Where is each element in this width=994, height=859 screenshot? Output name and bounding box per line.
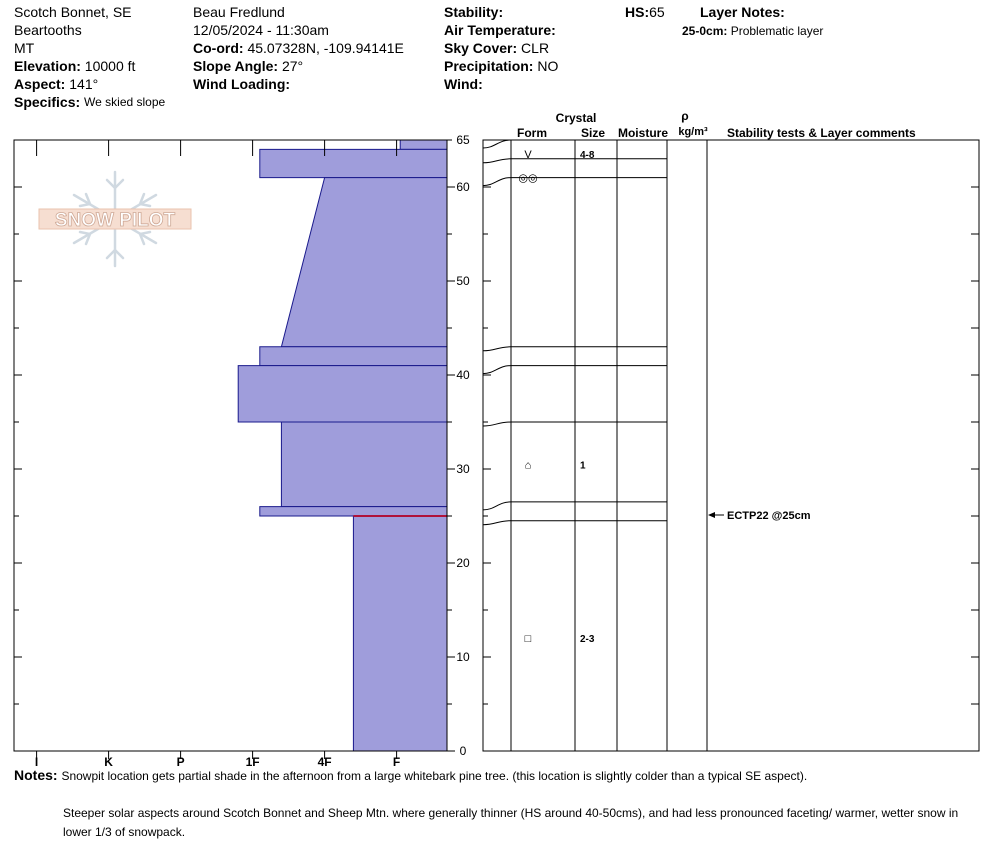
stability-tests (708, 510, 811, 522)
depth-label-0: 0 (459, 744, 467, 758)
elevation-value: 10000 ft (84, 58, 136, 74)
layer-size-3: 2-3 (580, 634, 595, 646)
precip-value: NO (537, 58, 559, 74)
hardness-label-1F: 1F (245, 755, 260, 769)
specifics-label: Specifics: (14, 94, 81, 110)
observation-datetime: 12/05/2024 - 11:30am (193, 22, 329, 38)
layer-notes-label: Layer Notes: (700, 4, 785, 20)
snowpilot-logo (39, 172, 191, 266)
logo-text: SNOW PILOT (54, 210, 176, 231)
depth-label-50: 50 (456, 274, 470, 288)
layer-connector-3 (483, 347, 511, 351)
layer-symbols (518, 149, 594, 645)
hardness-label-P: P (176, 755, 185, 769)
layer-table-frame (483, 140, 979, 751)
stability-label: Stability: (444, 4, 504, 20)
layer-size-0: 4-8 (580, 150, 595, 162)
layer-note-text: Problematic layer (730, 24, 824, 38)
observer-name: Beau Fredlund (193, 4, 285, 20)
layer-connector-2 (483, 178, 511, 186)
layer-form-0: V (524, 149, 532, 162)
depth-label-10: 10 (456, 650, 470, 664)
hardness-layer-1 (260, 149, 447, 177)
header-stability-tests: Stability tests & Layer comments (727, 126, 916, 140)
slope-value: 27° (281, 58, 304, 74)
layer-connector-4 (483, 366, 511, 374)
hardness-layer-4 (238, 366, 447, 422)
hs-label: HS: (625, 4, 650, 20)
test-label-0: ECTP22 @25cm (727, 510, 811, 522)
notes-line-3: lower 1/3 of snowpack. (63, 825, 186, 839)
hs-value: 65 (649, 4, 665, 20)
hardness-label-F: F (392, 755, 401, 769)
layer-form-1: ◎◎ (518, 172, 538, 185)
notes-line-2: Steeper solar aspects around Scotch Bonnet and Sheep Mtn. where generally thinner (HS around 40-50cms), and had less pronounced faceting/ warmer, wetter snow in (63, 806, 959, 820)
notes-row (14, 767, 807, 783)
test-arrow-head-0 (708, 512, 715, 518)
header-form: Form (517, 126, 547, 140)
header-rho: ρ (681, 109, 689, 123)
layer-note-depth: 25-0cm: (682, 24, 728, 38)
hardness-layer-5 (281, 422, 447, 507)
layer-connector-6 (483, 502, 511, 510)
precip-label: Precipitation: (444, 58, 534, 74)
elevation-label: Elevation: (14, 58, 81, 74)
header-crystal: Crystal (555, 111, 597, 125)
aspect-value: 141° (69, 76, 99, 92)
hardness-layer-7 (353, 516, 447, 751)
slope-label: Slope Angle: (193, 58, 279, 74)
range-name: Beartooths (14, 22, 82, 38)
sky-value: CLR (521, 40, 550, 56)
layer-connector-5 (483, 422, 511, 426)
wind-label: Wind: (444, 76, 483, 92)
layer-connector-0 (483, 140, 511, 148)
hardness-label-4F: 4F (317, 755, 332, 769)
notes-label: Notes: (14, 767, 58, 783)
depth-label-30: 30 (456, 462, 470, 476)
coord-value: 45.07328N, -109.94141E (247, 40, 404, 56)
header-density-unit: kg/m³ (678, 126, 708, 138)
location-name: Scotch Bonnet, SE (14, 4, 132, 20)
layer-size-2: 1 (580, 460, 586, 472)
header-moisture: Moisture (617, 126, 669, 140)
sky-label: Sky Cover: (444, 40, 518, 56)
hardness-layer-2 (281, 178, 447, 347)
wind-loading-label: Wind Loading: (193, 76, 291, 92)
aspect-label: Aspect: (14, 76, 66, 92)
layer-connector-1 (483, 159, 511, 163)
specifics-value: We skied slope (84, 95, 166, 109)
depth-label-65: 65 (456, 133, 470, 147)
depth-label-60: 60 (456, 180, 470, 194)
depth-label-40: 40 (456, 368, 470, 382)
hardness-layer-0 (400, 140, 447, 149)
header-size: Size (580, 126, 606, 140)
coord-label: Co-ord: (193, 40, 244, 56)
depth-label-20: 20 (456, 556, 470, 570)
hardness-label-K: K (104, 755, 113, 769)
notes-line-1: Snowpit location gets partial shade in the afternoon from a large whitebark pine tree. (this location is slightly colder than a typical SE aspect). (61, 769, 808, 783)
state-name: MT (14, 40, 35, 56)
layer-form-2: ⌂ (524, 459, 532, 472)
layer-form-3: □ (524, 633, 532, 646)
hardness-label-I: I (34, 755, 39, 769)
hardness-profile (238, 140, 447, 751)
hardness-layer-6 (260, 507, 447, 516)
hardness-layer-3 (260, 347, 447, 366)
layer-connector-7 (483, 521, 511, 525)
air-temp-label: Air Temperature: (444, 22, 556, 38)
